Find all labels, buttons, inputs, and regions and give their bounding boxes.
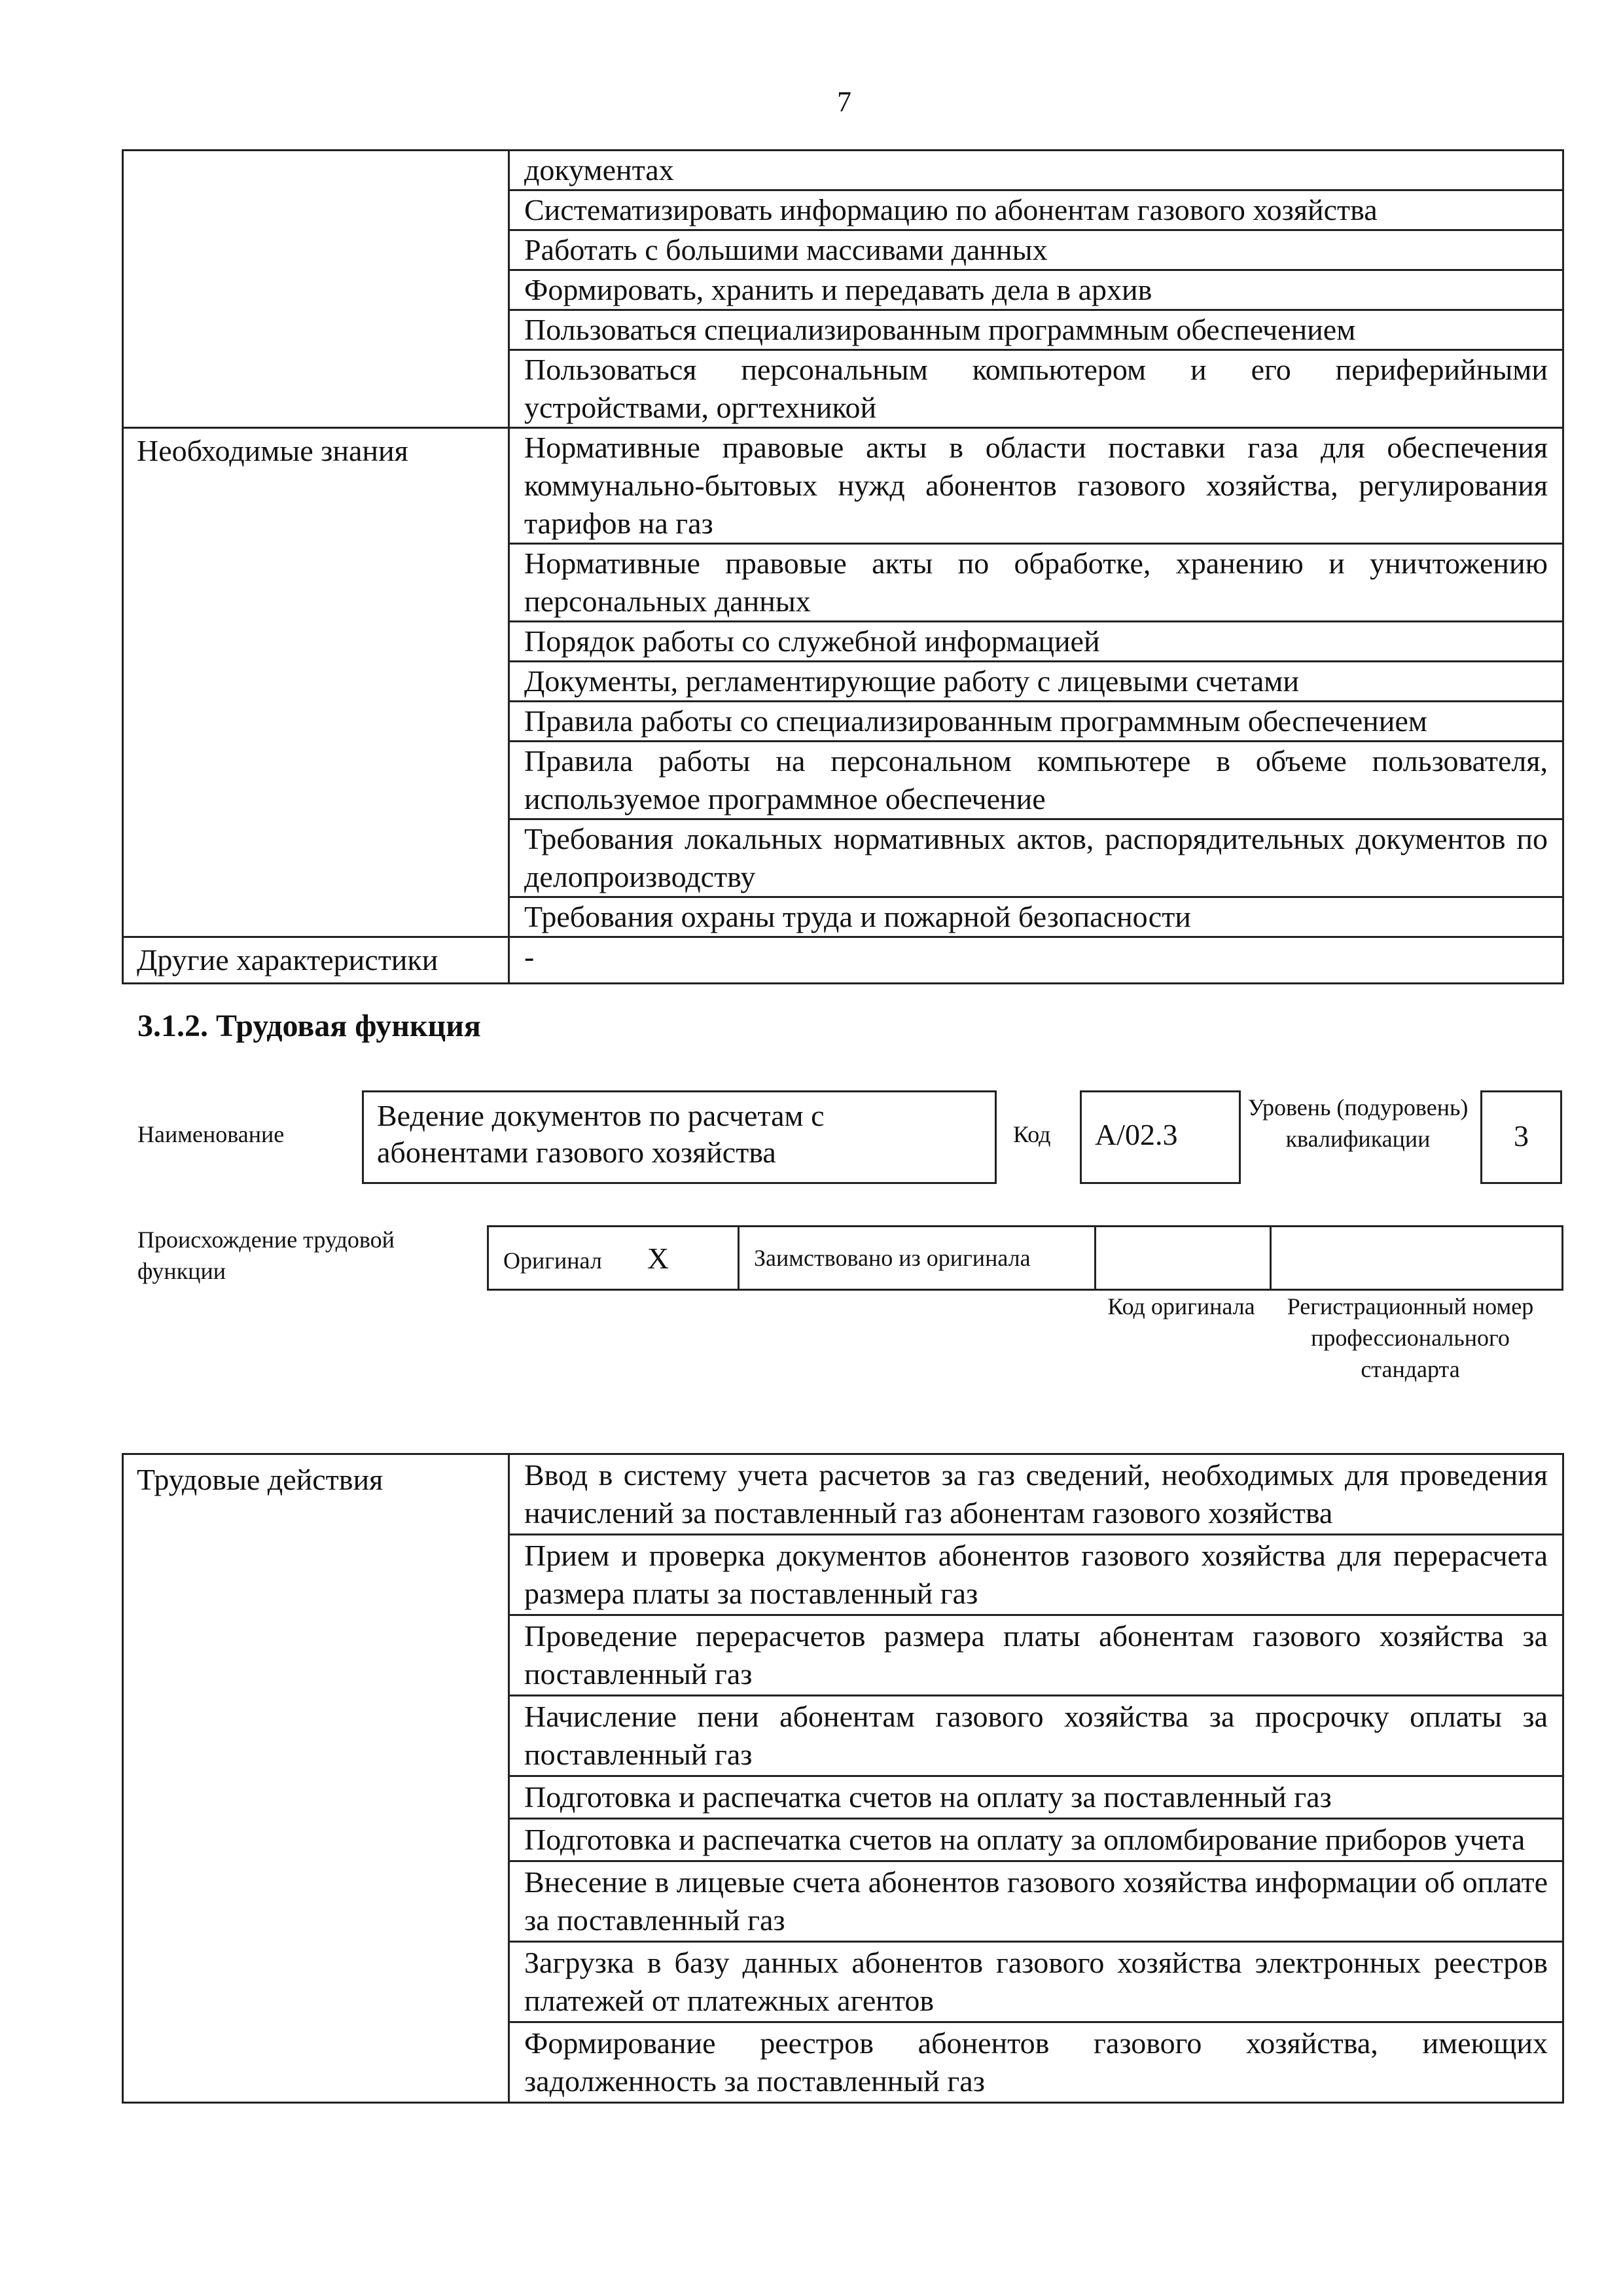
original-mark: X bbox=[647, 1241, 669, 1275]
labor-action-item: Подготовка и распечатка счетов на оплату за поставленный газ bbox=[509, 1776, 1563, 1819]
function-name-box: Ведение документов по расчетам с абонентами газового хозяйства bbox=[362, 1090, 997, 1184]
skills-label-cell bbox=[123, 151, 509, 428]
reg-number-caption: Регистрационный номер профессионального стандарта bbox=[1287, 1293, 1534, 1382]
labor-action-item: Ввод в систему учета расчетов за газ сведений, необходимых для проведения начислений за поставленный газ абонентам газового хозяйства bbox=[509, 1454, 1563, 1535]
requirements-table bbox=[122, 149, 1564, 984]
skill-item: Работать с большими массивами данных bbox=[509, 230, 1563, 270]
skill-item: Пользоваться персональным компьютером и его периферийными устройствами, оргтехникой bbox=[509, 350, 1563, 428]
skill-item: Пользоваться специализированным программным обеспечением bbox=[509, 310, 1563, 350]
code-label: Код bbox=[1013, 1121, 1051, 1147]
origin-table bbox=[487, 1225, 1563, 1291]
code-original-caption: Код оригинала bbox=[1107, 1293, 1255, 1319]
knowledge-item: Требования охраны труда и пожарной безопасности bbox=[509, 897, 1563, 937]
labor-action-item: Прием и проверка документов абонентов газового хозяйства для перерасчета размера платы за поставленный газ bbox=[509, 1535, 1563, 1615]
knowledge-item: Нормативные правовые акты по обработке, хранению и уничтожению персональных данных bbox=[509, 544, 1563, 622]
borrowed-label: Заимствовано из оригинала bbox=[739, 1227, 1096, 1290]
knowledge-item: Правила работы на персональном компьютере в объеме пользователя, используемое программное обеспечение bbox=[509, 742, 1563, 819]
other-characteristics-value: - bbox=[509, 937, 1563, 984]
table-row bbox=[488, 1227, 1563, 1290]
knowledge-item: Документы, регламентирующие работу с лицевыми счетами bbox=[509, 662, 1563, 702]
code-original-cell bbox=[1096, 1227, 1271, 1290]
labor-action-item: Формирование реестров абонентов газового хозяйства, имеющих задолженность за поставленный газ bbox=[509, 2022, 1563, 2103]
page-number: 7 bbox=[837, 86, 851, 118]
labor-actions-table bbox=[122, 1453, 1564, 2104]
labor-action-item: Загрузка в базу данных абонентов газового хозяйства электронных реестров платежей от платежных агентов bbox=[509, 1942, 1563, 2022]
knowledge-item: Правила работы со специализированным программным обеспечением bbox=[509, 702, 1563, 742]
knowledge-item: Нормативные правовые акты в области поставки газа для обеспечения коммунально-бытовых нужд абонентов газового хозяйства, регулирования тарифов на газ bbox=[509, 428, 1563, 544]
table-row bbox=[123, 151, 1563, 190]
qualification-level-box: 3 bbox=[1480, 1090, 1562, 1184]
knowledge-label: Необходимые знания bbox=[123, 428, 509, 937]
labor-action-item: Подготовка и распечатка счетов на оплату за опломбирование приборов учета bbox=[509, 1819, 1563, 1861]
skill-item: Формировать, хранить и передавать дела в архив bbox=[509, 270, 1563, 310]
function-code-box: A/02.3 bbox=[1080, 1090, 1241, 1184]
other-characteristics-label: Другие характеристики bbox=[123, 937, 509, 984]
original-label: Оригинал bbox=[503, 1247, 602, 1274]
labor-action-item: Внесение в лицевые счета абонентов газового хозяйства информации об оплате за поставленный газ bbox=[509, 1861, 1563, 1942]
table-row bbox=[123, 428, 1563, 544]
skill-item: документах bbox=[509, 151, 1563, 190]
knowledge-item: Порядок работы со служебной информацией bbox=[509, 622, 1563, 662]
knowledge-item: Требования локальных нормативных актов, распорядительных документов по делопроизводству bbox=[509, 819, 1563, 897]
section-title: 3.1.2. Трудовая функция bbox=[137, 1009, 481, 1043]
labor-action-item: Проведение перерасчетов размера платы абонентам газового хозяйства за поставленный газ bbox=[509, 1615, 1563, 1696]
table-row bbox=[123, 937, 1563, 984]
skill-item: Систематизировать информацию по абонентам газового хозяйства bbox=[509, 190, 1563, 230]
origin-label: Происхождение трудовой функции bbox=[137, 1227, 395, 1284]
qualification-level-label: Уровень (подуровень) квалификации bbox=[1247, 1094, 1469, 1152]
labor-actions-label: Трудовые действия bbox=[123, 1454, 509, 2103]
labor-action-item: Начисление пени абонентам газового хозяйства за просрочку оплаты за поставленный газ bbox=[509, 1696, 1563, 1776]
original-cell bbox=[488, 1227, 739, 1290]
table-row bbox=[123, 1454, 1563, 1535]
name-label: Наименование bbox=[137, 1121, 285, 1147]
reg-number-cell bbox=[1271, 1227, 1563, 1290]
